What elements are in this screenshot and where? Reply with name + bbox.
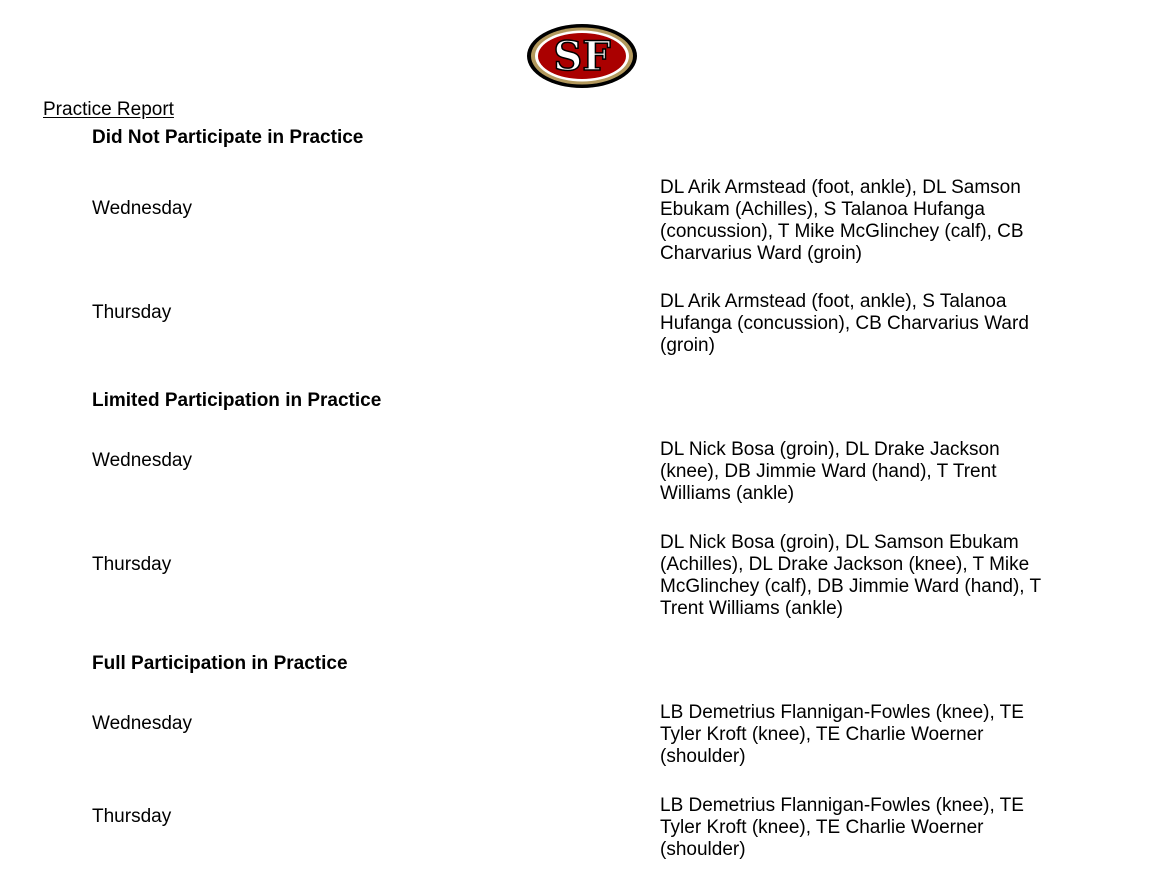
player-list: [660, 532, 1080, 620]
player-list-line: Ebukam (Achilles), S Talanoa Hufanga: [660, 199, 985, 220]
player-list-line: DL Arik Armstead (foot, ankle), DL Samson: [660, 177, 1021, 198]
player-list-line: (shoulder): [660, 839, 746, 860]
player-list-line: Tyler Kroft (knee), TE Charlie Woerner: [660, 724, 984, 745]
player-list-line: DL Arik Armstead (foot, ankle), S Talanoa: [660, 291, 1007, 312]
player-list-line: Tyler Kroft (knee), TE Charlie Woerner: [660, 817, 984, 838]
section-heading-did-not-participate: Did Not Participate in Practice: [92, 127, 364, 148]
day-label-thursday: Thursday: [92, 302, 172, 323]
player-list-line: Hufanga (concussion), CB Charvarius Ward: [660, 313, 1029, 334]
player-list-line: (Achilles), DL Drake Jackson (knee), T Mike: [660, 554, 1030, 575]
player-list-line: (groin): [660, 335, 715, 356]
player-list-line: (concussion), T Mike McGlinchey (calf), CB: [660, 221, 1024, 242]
player-list: [660, 702, 1080, 768]
player-list-line: (knee), DB Jimmie Ward (hand), T Trent: [660, 461, 997, 482]
player-list: [660, 795, 1080, 861]
team-logo: [526, 23, 638, 89]
section-heading-full-participation: Full Participation in Practice: [92, 653, 348, 674]
logo-letters: SF: [553, 33, 611, 80]
player-list: [660, 291, 1080, 357]
player-list-line: Charvarius Ward (groin): [660, 243, 863, 264]
player-list-line: (shoulder): [660, 746, 746, 767]
player-list-line: Williams (ankle): [660, 483, 795, 504]
player-list: [660, 177, 1080, 265]
player-list-line: LB Demetrius Flannigan-Fowles (knee), TE: [660, 795, 1024, 816]
sf-oval-logo-icon: [526, 23, 638, 89]
section-heading-limited-participation: Limited Participation in Practice: [92, 390, 382, 411]
player-list-line: DL Nick Bosa (groin), DL Samson Ebukam: [660, 532, 1019, 553]
player-list-line: Trent Williams (ankle): [660, 598, 843, 619]
report-title: Practice Report: [43, 99, 174, 120]
player-list: [660, 439, 1080, 505]
day-label-thursday: Thursday: [92, 806, 172, 827]
day-label-wednesday: Wednesday: [92, 713, 192, 734]
player-list-line: LB Demetrius Flannigan-Fowles (knee), TE: [660, 702, 1024, 723]
day-label-wednesday: Wednesday: [92, 450, 192, 471]
day-label-thursday: Thursday: [92, 554, 172, 575]
player-list-line: DL Nick Bosa (groin), DL Drake Jackson: [660, 439, 1000, 460]
day-label-wednesday: Wednesday: [92, 198, 192, 219]
player-list-line: McGlinchey (calf), DB Jimmie Ward (hand), T: [660, 576, 1042, 597]
